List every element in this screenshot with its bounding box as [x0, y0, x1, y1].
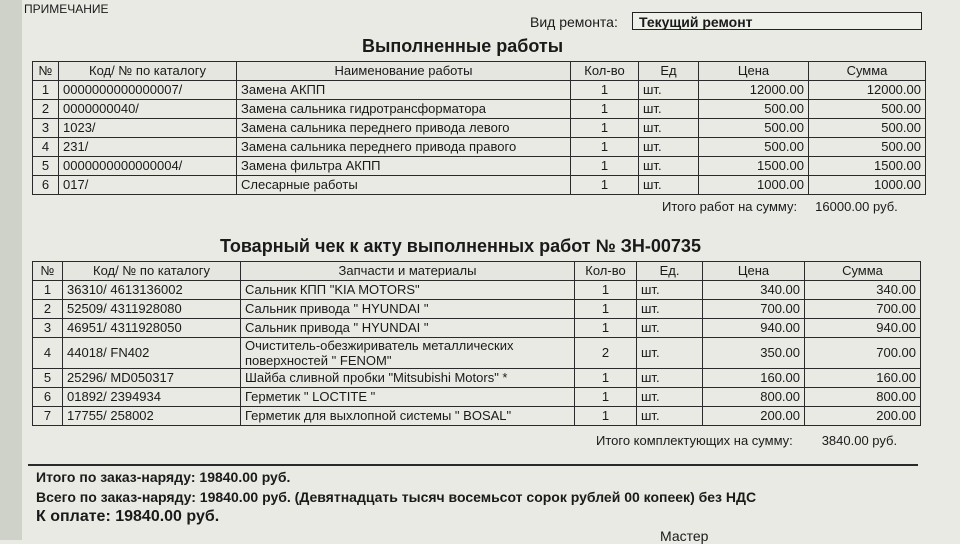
works-row — [33, 119, 926, 138]
cell-price: 12000.00 — [699, 81, 809, 100]
cell-name: Очиститель-обезжириватель металлических поверхностей " FENOM" — [241, 338, 575, 369]
cell-qty: 2 — [575, 338, 637, 369]
works-table — [32, 61, 926, 195]
cell-unit: шт. — [637, 369, 703, 388]
works-title: Выполненные работы — [362, 36, 564, 56]
cell-code: 01892/ 2394934 — [63, 388, 241, 407]
parts-row — [33, 369, 921, 388]
works-row — [33, 157, 926, 176]
grand-total: Всего по заказ-наряду: 19840.00 руб. (Девятнадцать тысяч восемьсот сорок рублей 00 копеек) без НДС — [36, 489, 757, 505]
col-unit: Ед — [639, 62, 699, 81]
cell-price: 160.00 — [703, 369, 805, 388]
parts-table — [32, 261, 921, 426]
cell-name: Герметик " LOCTITE " — [241, 388, 575, 407]
col-price: Цена — [703, 262, 805, 281]
works-total — [662, 199, 898, 214]
cell-number: 3 — [33, 119, 59, 138]
cell-qty: 1 — [575, 300, 637, 319]
cell-sum: 800.00 — [805, 388, 921, 407]
cell-qty: 1 — [571, 157, 639, 176]
cell-name: Замена сальника гидротрансформатора — [237, 100, 571, 119]
cell-name: Замена сальника переднего привода правого — [237, 138, 571, 157]
cell-unit: шт. — [637, 407, 703, 426]
cell-sum: 160.00 — [805, 369, 921, 388]
cell-code: 17755/ 258002 — [63, 407, 241, 426]
cell-price: 500.00 — [699, 100, 809, 119]
col-qty: Кол-во — [571, 62, 639, 81]
col-number: № — [33, 262, 63, 281]
cell-code: 25296/ MD050317 — [63, 369, 241, 388]
cell-code: 0000000040/ — [59, 100, 237, 119]
cell-unit: шт. — [637, 338, 703, 369]
cell-qty: 1 — [575, 319, 637, 338]
cell-code: 44018/ FN402 — [63, 338, 241, 369]
cell-code: 0000000000000004/ — [59, 157, 237, 176]
cell-qty: 1 — [575, 369, 637, 388]
cell-unit: шт. — [637, 319, 703, 338]
cell-code: 0000000000000007/ — [59, 81, 237, 100]
cell-price: 500.00 — [699, 138, 809, 157]
cell-price: 800.00 — [703, 388, 805, 407]
divider-line — [28, 464, 918, 466]
cell-code: 52509/ 4311928080 — [63, 300, 241, 319]
cell-qty: 1 — [575, 281, 637, 300]
cell-sum: 1500.00 — [809, 157, 926, 176]
cell-qty: 1 — [571, 176, 639, 195]
cell-price: 350.00 — [703, 338, 805, 369]
col-name: Наименование работы — [237, 62, 571, 81]
cell-unit: шт. — [637, 281, 703, 300]
col-code: Код/ № по каталогу — [63, 262, 241, 281]
cell-sum: 700.00 — [805, 338, 921, 369]
parts-total — [596, 433, 897, 448]
col-unit: Ед. — [637, 262, 703, 281]
parts-row — [33, 407, 921, 426]
cell-name: Шайба сливной пробки "Mitsubishi Motors" * — [241, 369, 575, 388]
cell-unit: шт. — [637, 388, 703, 407]
cell-price: 940.00 — [703, 319, 805, 338]
monitor-bezel — [0, 0, 22, 540]
cell-sum: 940.00 — [805, 319, 921, 338]
cell-sum: 200.00 — [805, 407, 921, 426]
cell-unit: шт. — [639, 176, 699, 195]
parts-header-row — [33, 262, 921, 281]
cell-unit: шт. — [637, 300, 703, 319]
cell-name: Сальник привода " HYUNDAI " — [241, 300, 575, 319]
cell-sum: 700.00 — [805, 300, 921, 319]
cell-price: 1500.00 — [699, 157, 809, 176]
cell-number: 4 — [33, 138, 59, 157]
cell-number: 3 — [33, 319, 63, 338]
cell-name: Замена сальника переднего привода левого — [237, 119, 571, 138]
cell-sum: 500.00 — [809, 138, 926, 157]
cell-price: 1000.00 — [699, 176, 809, 195]
works-header-row — [33, 62, 926, 81]
parts-row — [33, 281, 921, 300]
col-name: Запчасти и материалы — [241, 262, 575, 281]
cell-qty: 1 — [571, 100, 639, 119]
works-row — [33, 81, 926, 100]
cell-unit: шт. — [639, 81, 699, 100]
cell-name: Слесарные работы — [237, 176, 571, 195]
cell-sum: 340.00 — [805, 281, 921, 300]
cell-price: 500.00 — [699, 119, 809, 138]
cell-sum: 500.00 — [809, 119, 926, 138]
cell-name: Сальник КПП "KIA MOTORS" — [241, 281, 575, 300]
amount-to-pay: К оплате: 19840.00 руб. — [36, 508, 220, 525]
cell-name: Герметик для выхлопной системы " BOSAL" — [241, 407, 575, 426]
parts-row — [33, 388, 921, 407]
cell-code: 46951/ 4311928050 — [63, 319, 241, 338]
cell-number: 1 — [33, 281, 63, 300]
cell-price: 200.00 — [703, 407, 805, 426]
cell-number: 1 — [33, 81, 59, 100]
works-row — [33, 100, 926, 119]
cell-number: 6 — [33, 388, 63, 407]
works-row — [33, 176, 926, 195]
repair-type-label: Вид ремонта: — [530, 14, 618, 30]
col-sum: Сумма — [809, 62, 926, 81]
cell-price: 340.00 — [703, 281, 805, 300]
cell-qty: 1 — [571, 138, 639, 157]
cell-name: Замена фильтра АКПП — [237, 157, 571, 176]
cell-code: 36310/ 4613136002 — [63, 281, 241, 300]
col-number: № — [33, 62, 59, 81]
parts-total-label: Итого комплектующих на сумму: — [596, 433, 793, 448]
cell-qty: 1 — [575, 407, 637, 426]
cell-qty: 1 — [571, 119, 639, 138]
parts-row — [33, 338, 921, 369]
cell-number: 6 — [33, 176, 59, 195]
cell-code: 231/ — [59, 138, 237, 157]
works-row — [33, 138, 926, 157]
cell-unit: шт. — [639, 119, 699, 138]
works-total-value: 16000.00 руб. — [815, 199, 898, 214]
cell-code: 1023/ — [59, 119, 237, 138]
col-price: Цена — [699, 62, 809, 81]
parts-row — [33, 319, 921, 338]
cell-name: Замена АКПП — [237, 81, 571, 100]
repair-type-field: Текущий ремонт — [632, 12, 922, 30]
col-code: Код/ № по каталогу — [59, 62, 237, 81]
cell-sum: 12000.00 — [809, 81, 926, 100]
cell-number: 7 — [33, 407, 63, 426]
works-total-label: Итого работ на сумму: — [662, 199, 798, 214]
col-qty: Кол-во — [575, 262, 637, 281]
cell-unit: шт. — [639, 138, 699, 157]
master-label: Мастер — [660, 528, 709, 544]
parts-row — [33, 300, 921, 319]
cell-name: Сальник привода " HYUNDAI " — [241, 319, 575, 338]
cell-number: 2 — [33, 300, 63, 319]
col-sum: Сумма — [805, 262, 921, 281]
cell-number: 5 — [33, 157, 59, 176]
cell-sum: 1000.00 — [809, 176, 926, 195]
cell-unit: шт. — [639, 100, 699, 119]
cell-price: 700.00 — [703, 300, 805, 319]
cell-number: 2 — [33, 100, 59, 119]
order-total: Итого по заказ-наряду: 19840.00 руб. — [36, 469, 291, 485]
cell-qty: 1 — [571, 81, 639, 100]
cell-qty: 1 — [575, 388, 637, 407]
cell-number: 5 — [33, 369, 63, 388]
cell-sum: 500.00 — [809, 100, 926, 119]
parts-title: Товарный чек к акту выполненных работ № ЗН-00735 — [220, 236, 701, 256]
cell-unit: шт. — [639, 157, 699, 176]
parts-total-value: 3840.00 руб. — [821, 433, 898, 448]
cell-code: 017/ — [59, 176, 237, 195]
note-label: ПРИМЕЧАНИЕ — [24, 2, 109, 16]
cell-number: 4 — [33, 338, 63, 369]
